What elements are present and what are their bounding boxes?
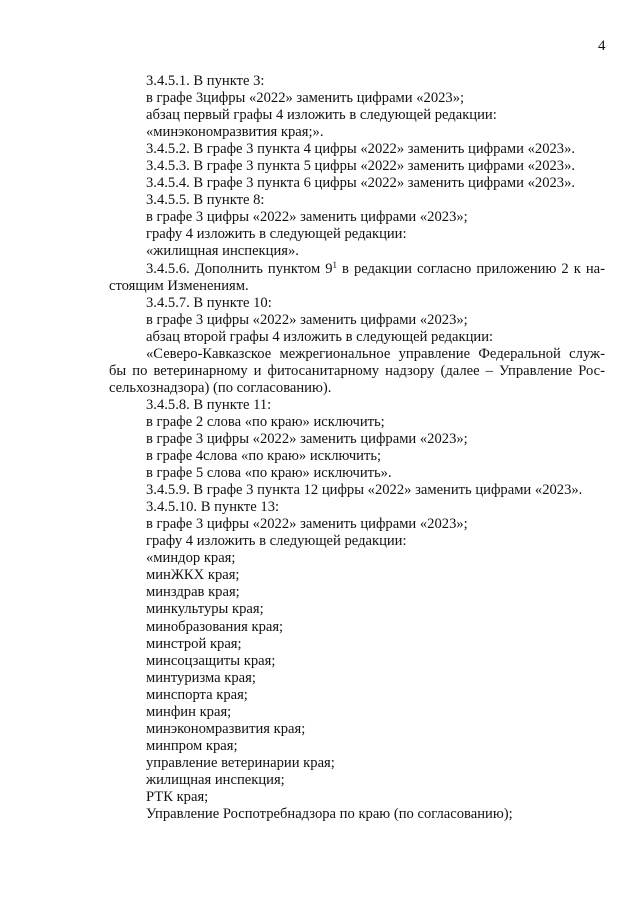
text-line	[109, 192, 605, 209]
text-line	[109, 465, 605, 482]
line-text: «Северо-Кавказское межрегиональное управление Федеральной служ-	[146, 345, 605, 362]
line-text: минфин края;	[146, 703, 232, 720]
line-text: 3.4.5.10. В пункте 13:	[146, 499, 280, 516]
line-text: минстрой края;	[146, 635, 242, 652]
text-line	[109, 653, 605, 670]
text-line	[109, 738, 605, 755]
line-text: в графе 5 слова «по краю» исключить».	[146, 465, 392, 482]
text-line	[109, 90, 605, 107]
line-text: в графе 2 слова «по краю» исключить;	[146, 413, 385, 430]
page-number: 4	[598, 38, 606, 54]
line-text: «миндор края;	[146, 550, 236, 567]
line-text: в графе 3 цифры «2022» заменить цифрами «2023»;	[146, 311, 468, 328]
text-line	[109, 124, 605, 141]
text-line	[109, 584, 605, 601]
text-line	[109, 141, 605, 158]
line-text: минЖКХ края;	[146, 567, 240, 584]
text-line	[109, 448, 605, 465]
text-line	[109, 107, 605, 124]
text-line	[109, 73, 605, 90]
text-line	[109, 209, 605, 226]
text-line	[109, 772, 605, 789]
line-text: минобразования края;	[146, 618, 284, 635]
text-line	[109, 704, 605, 721]
line-text: сельхознадзора) (по согласованию).	[109, 379, 332, 396]
line-text: «жилищная инспекция».	[146, 243, 299, 260]
line-text: минэкономразвития края;	[146, 720, 306, 737]
line-text: 3.4.5.4. В графе 3 пункта 6 цифры «2022» заменить цифрами «2023».	[146, 175, 576, 192]
text-line	[109, 431, 605, 448]
line-text: минтуризма края;	[146, 669, 256, 686]
document-body	[109, 73, 605, 823]
text-line	[109, 482, 605, 499]
text-line	[109, 550, 605, 567]
text-line	[109, 175, 605, 192]
line-text: 3.4.5.2. В графе 3 пункта 4 цифры «2022» заменить цифрами «2023».	[146, 141, 576, 158]
line-text: в графе 3цифры «2022» заменить цифрами «2023»;	[146, 90, 465, 107]
text-line	[109, 397, 605, 414]
text-line	[109, 567, 605, 584]
line-text: минспорта края;	[146, 686, 248, 703]
line-text: РТК края;	[146, 788, 209, 805]
text-line	[109, 687, 605, 704]
line-text: 3.4.5.7. В пункте 10:	[146, 294, 272, 311]
text-line	[109, 755, 605, 772]
line-text: минсоцзащиты края;	[146, 652, 276, 669]
line-text: абзац второй графы 4 изложить в следующей редакции:	[146, 328, 494, 345]
text-line	[109, 380, 605, 397]
text-line	[109, 312, 605, 329]
text-line	[109, 329, 605, 346]
text-line	[109, 243, 605, 260]
line-text: 3.4.5.6. Дополнить пунктом 9	[146, 260, 333, 277]
line-text: в графе 3 цифры «2022» заменить цифрами «2023»;	[146, 430, 468, 447]
text-line	[109, 636, 605, 653]
text-line	[109, 226, 605, 243]
text-line	[109, 601, 605, 618]
text-line	[109, 414, 605, 431]
line-text: стоящим Изменениям.	[109, 277, 249, 294]
text-line	[109, 533, 605, 550]
text-line	[109, 158, 605, 175]
line-text: графу 4 изложить в следующей редакции:	[146, 533, 407, 550]
text-line	[109, 295, 605, 312]
line-text: абзац первый графы 4 изложить в следующей редакции:	[146, 107, 497, 124]
superscript: 1	[332, 259, 338, 270]
line-text: «минэкономразвития края;».	[146, 124, 324, 141]
line-text: управление ветеринарии края;	[146, 754, 335, 771]
text-line	[109, 499, 605, 516]
line-text: минпром края;	[146, 737, 238, 754]
text-line	[109, 670, 605, 687]
text-line	[109, 261, 605, 278]
line-text: минкультуры края;	[146, 601, 264, 618]
text-line	[109, 346, 605, 363]
line-text: в графе 3 цифры «2022» заменить цифрами «2023»;	[146, 516, 468, 533]
line-text: в графе 3 цифры «2022» заменить цифрами «2023»;	[146, 209, 468, 226]
line-text: минздрав края;	[146, 584, 240, 601]
line-text: 3.4.5.8. В пункте 11:	[146, 396, 272, 413]
line-text: 3.4.5.1. В пункте 3:	[146, 73, 265, 89]
text-line	[109, 806, 605, 823]
text-line	[109, 516, 605, 533]
text-line	[109, 363, 605, 380]
line-text: 3.4.5.5. В пункте 8:	[146, 192, 265, 209]
line-text: бы по ветеринарному и фитосанитарному надзору (далее – Управление Рос-	[109, 362, 605, 379]
line-text: графу 4 изложить в следующей редакции:	[146, 226, 407, 243]
line-text-continued: в редакции согласно приложению 2 к на-	[337, 260, 605, 277]
text-line	[109, 619, 605, 636]
line-text: 3.4.5.9. В графе 3 пункта 12 цифры «2022» заменить цифрами «2023».	[146, 482, 583, 499]
line-text: в графе 4слова «по краю» исключить;	[146, 448, 382, 465]
text-line	[109, 278, 605, 295]
text-line	[109, 721, 605, 738]
line-text: Управление Роспотребнадзора по краю (по согласованию);	[146, 806, 513, 823]
text-line	[109, 789, 605, 806]
line-text: жилищная инспекция;	[146, 771, 285, 788]
line-text: 3.4.5.3. В графе 3 пункта 5 цифры «2022» заменить цифрами «2023».	[146, 158, 576, 175]
